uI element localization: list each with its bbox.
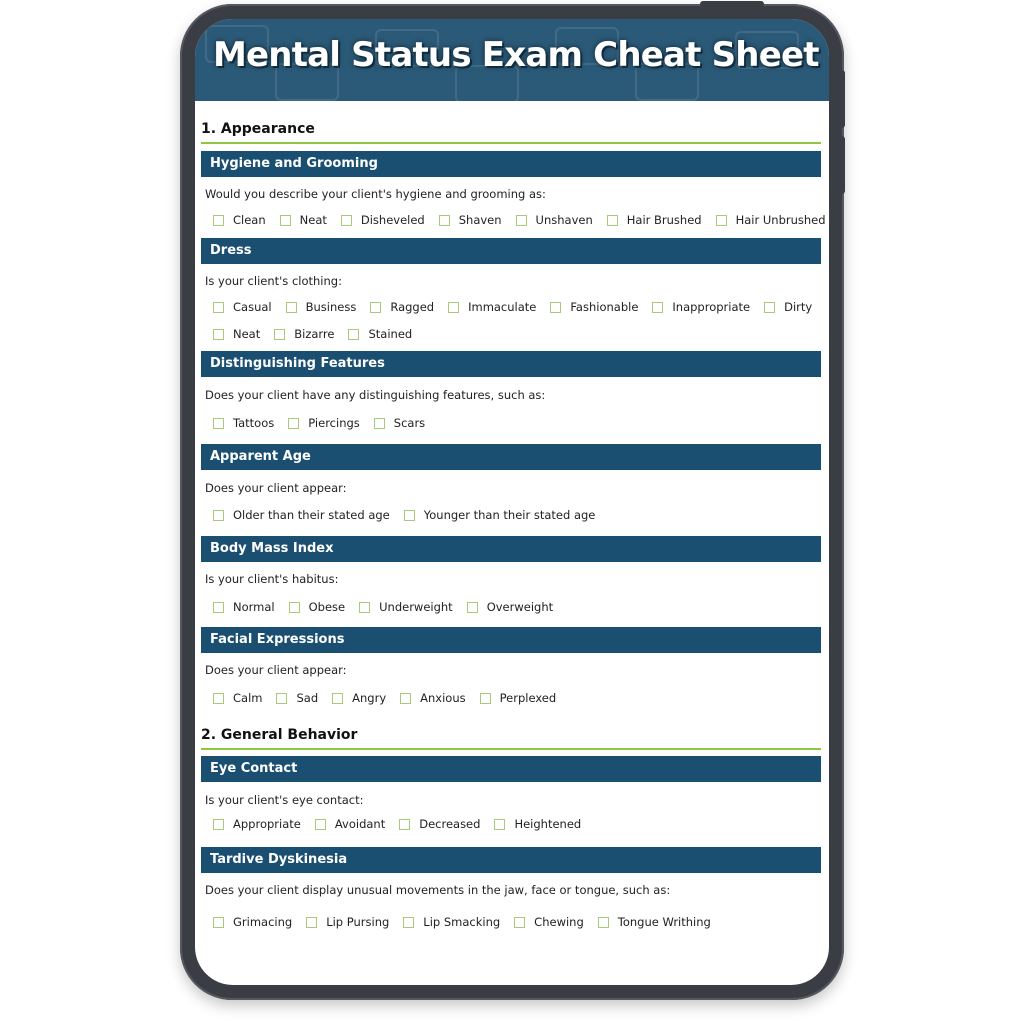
- tablet-volume-down-button: [839, 136, 845, 194]
- checkbox[interactable]: [403, 917, 414, 928]
- checkbox-option-perplexed[interactable]: [480, 691, 557, 705]
- checkbox-option-sad[interactable]: [276, 691, 318, 705]
- group-question: Does your client appear:: [205, 663, 347, 677]
- checkbox-label: Hair Unbrushed: [735, 213, 826, 227]
- checkbox-label: Tongue Writhing: [617, 915, 711, 929]
- checkbox-row: [213, 600, 567, 614]
- checkbox[interactable]: [213, 602, 224, 613]
- checkbox-row: [213, 416, 439, 430]
- checkbox-label: Grimacing: [233, 915, 293, 929]
- checkbox-label: Neat: [233, 327, 261, 341]
- checkbox-option-inappropriate[interactable]: [652, 300, 750, 314]
- page-title: Mental Status Exam Cheat Sheet: [213, 35, 819, 75]
- checkbox[interactable]: [280, 215, 291, 226]
- tablet-volume-up-button: [839, 70, 845, 128]
- checkbox[interactable]: [516, 215, 527, 226]
- checkbox-option-appropriate[interactable]: [213, 817, 301, 831]
- checkbox-label: Overweight: [486, 600, 554, 614]
- checkbox-label: Chewing: [534, 915, 584, 929]
- checkbox-option-unshaven[interactable]: [516, 213, 593, 227]
- checkbox-label: Casual: [233, 300, 272, 314]
- checkbox[interactable]: [213, 819, 224, 830]
- checkbox-label: Scars: [393, 416, 426, 430]
- group-header-facial-expressions: Facial Expressions: [201, 627, 821, 653]
- checkbox-option-normal[interactable]: [213, 600, 275, 614]
- checkbox[interactable]: [289, 602, 300, 613]
- checkbox-label: Underweight: [379, 600, 453, 614]
- checkbox-label: Inappropriate: [672, 300, 751, 314]
- checkbox-option-tattoos[interactable]: [213, 416, 274, 430]
- group-header-eye-contact: Eye Contact: [201, 756, 821, 782]
- checkbox[interactable]: [607, 215, 618, 226]
- checkbox-label: Business: [305, 300, 357, 314]
- group-question: Is your client's clothing:: [205, 274, 342, 288]
- checkbox[interactable]: [213, 418, 224, 429]
- checkbox[interactable]: [494, 819, 505, 830]
- checkbox[interactable]: [514, 917, 525, 928]
- checkbox-option-younger-than-their-stated-age[interactable]: [404, 508, 596, 522]
- checkbox-option-disheveled[interactable]: [341, 213, 425, 227]
- checkbox-option-ragged[interactable]: [370, 300, 434, 314]
- checkbox[interactable]: [315, 819, 326, 830]
- tablet-screen: [195, 19, 829, 985]
- checkbox[interactable]: [400, 693, 411, 704]
- checkbox-label: Sad: [296, 691, 319, 705]
- checkbox-option-anxious[interactable]: [400, 691, 465, 705]
- group-question: Does your client appear:: [205, 481, 347, 495]
- checkbox[interactable]: [213, 329, 224, 340]
- checkbox[interactable]: [467, 602, 478, 613]
- checkbox[interactable]: [274, 329, 285, 340]
- group-header-apparent-age: Apparent Age: [201, 444, 821, 470]
- checkbox-label: Avoidant: [334, 817, 386, 831]
- checkbox-label: Normal: [233, 600, 275, 614]
- checkbox-option-immaculate[interactable]: [448, 300, 536, 314]
- checkbox-row: [213, 691, 570, 705]
- checkbox[interactable]: [213, 917, 224, 928]
- checkbox-option-lip-smacking[interactable]: [403, 915, 500, 929]
- checkbox[interactable]: [716, 215, 727, 226]
- checkbox-option-older-than-their-stated-age[interactable]: [213, 508, 390, 522]
- checkbox-label: Older than their stated age: [233, 508, 390, 522]
- checkbox-option-bizarre[interactable]: [274, 327, 334, 341]
- checkbox[interactable]: [276, 693, 287, 704]
- checkbox-option-decreased[interactable]: [399, 817, 480, 831]
- checkbox-row: [213, 508, 609, 522]
- checkbox-row: [213, 915, 725, 929]
- checkbox[interactable]: [764, 302, 775, 313]
- checkbox-option-neat[interactable]: [280, 213, 327, 227]
- checkbox-label: Hair Brushed: [626, 213, 702, 227]
- checkbox-option-piercings[interactable]: [288, 416, 360, 430]
- group-question: Would you describe your client's hygiene and grooming as:: [205, 187, 546, 201]
- checkbox-option-clean[interactable]: [213, 213, 266, 227]
- checkbox-option-hair-unbrushed[interactable]: [716, 213, 826, 227]
- group-question: Does your client have any distinguishing features, such as:: [205, 388, 546, 402]
- checkbox-label: Angry: [352, 691, 387, 705]
- checkbox-option-shaven[interactable]: [439, 213, 502, 227]
- checkbox-row: [213, 300, 826, 314]
- group-question: Is your client's habitus:: [205, 572, 339, 586]
- checkbox[interactable]: [213, 302, 224, 313]
- checkbox[interactable]: [341, 215, 352, 226]
- checkbox[interactable]: [288, 418, 299, 429]
- checkbox[interactable]: [480, 693, 491, 704]
- checkbox-label: Calm: [233, 691, 263, 705]
- checkbox-label: Obese: [308, 600, 346, 614]
- checkbox-label: Appropriate: [233, 817, 301, 831]
- checkbox-option-neat[interactable]: [213, 327, 260, 341]
- checkbox-label: Clean: [233, 213, 266, 227]
- checkbox-label: Immaculate: [468, 300, 537, 314]
- checkbox[interactable]: [550, 302, 561, 313]
- checkbox-option-fashionable[interactable]: [550, 300, 638, 314]
- group-header-tardive-dyskinesia: Tardive Dyskinesia: [201, 847, 821, 873]
- checkbox[interactable]: [332, 693, 343, 704]
- checkbox[interactable]: [213, 510, 224, 521]
- checkbox-option-tongue-writhing[interactable]: [598, 915, 711, 929]
- checkbox-label: Decreased: [419, 817, 481, 831]
- checkbox[interactable]: [404, 510, 415, 521]
- checkbox-option-lip-pursing[interactable]: [306, 915, 389, 929]
- checkbox-option-avoidant[interactable]: [315, 817, 385, 831]
- checkbox-label: Stained: [368, 327, 413, 341]
- checkbox-option-overweight[interactable]: [467, 600, 553, 614]
- checkbox-option-dirty[interactable]: [764, 300, 812, 314]
- checkbox-label: Anxious: [420, 691, 466, 705]
- checkbox-label: Shaven: [458, 213, 502, 227]
- checklist-content: [195, 19, 829, 985]
- checkbox-label: Dirty: [784, 300, 813, 314]
- checkbox[interactable]: [399, 819, 410, 830]
- checkbox[interactable]: [213, 215, 224, 226]
- checkbox-label: Ragged: [390, 300, 435, 314]
- checkbox[interactable]: [439, 215, 450, 226]
- checkbox-row: [213, 817, 595, 831]
- checkbox-label: Heightened: [514, 817, 582, 831]
- checkbox-label: Lip Pursing: [326, 915, 390, 929]
- section-divider: [201, 142, 821, 144]
- checkbox-option-angry[interactable]: [332, 691, 386, 705]
- checkbox-option-stained[interactable]: [348, 327, 412, 341]
- checkbox[interactable]: [359, 602, 370, 613]
- checkbox-option-calm[interactable]: [213, 691, 262, 705]
- checkbox[interactable]: [370, 302, 381, 313]
- checkbox[interactable]: [306, 917, 317, 928]
- group-question: Is your client's eye contact:: [205, 793, 364, 807]
- checkbox[interactable]: [286, 302, 297, 313]
- tablet-power-button: [700, 1, 764, 7]
- checkbox-row: [213, 213, 829, 227]
- checkbox-option-obese[interactable]: [289, 600, 346, 614]
- checkbox[interactable]: [374, 418, 385, 429]
- checkbox-label: Fashionable: [570, 300, 639, 314]
- checkbox-option-heightened[interactable]: [494, 817, 581, 831]
- checkbox-row: [213, 327, 426, 341]
- group-header-body-mass-index: Body Mass Index: [201, 536, 821, 562]
- checkbox[interactable]: [213, 693, 224, 704]
- checkbox[interactable]: [448, 302, 459, 313]
- group-header-dress: Dress: [201, 238, 821, 264]
- checkbox-label: Piercings: [308, 416, 360, 430]
- section-heading-1-appearance: 1. Appearance: [201, 121, 315, 137]
- checkbox[interactable]: [598, 917, 609, 928]
- checkbox-label: Disheveled: [360, 213, 425, 227]
- checkbox-option-hair-brushed[interactable]: [607, 213, 702, 227]
- checkbox[interactable]: [348, 329, 359, 340]
- checkbox-option-casual[interactable]: [213, 300, 272, 314]
- checkbox-label: Tattoos: [233, 416, 275, 430]
- checkbox-label: Lip Smacking: [423, 915, 501, 929]
- group-question: Does your client display unusual movements in the jaw, face or tongue, such as:: [205, 883, 671, 897]
- checkbox-label: Younger than their stated age: [423, 508, 596, 522]
- checkbox-option-grimacing[interactable]: [213, 915, 292, 929]
- checkbox-label: Unshaven: [535, 213, 593, 227]
- checkbox-label: Perplexed: [499, 691, 557, 705]
- checkbox-label: Neat: [299, 213, 327, 227]
- checkbox-label: Bizarre: [294, 327, 335, 341]
- section-heading-2-general-behavior: 2. General Behavior: [201, 727, 358, 743]
- checkbox[interactable]: [652, 302, 663, 313]
- group-header-hygiene-and-grooming: Hygiene and Grooming: [201, 151, 821, 177]
- section-divider: [201, 748, 821, 750]
- checkbox-option-business[interactable]: [286, 300, 357, 314]
- checkbox-option-scars[interactable]: [374, 416, 425, 430]
- checkbox-option-underweight[interactable]: [359, 600, 453, 614]
- checkbox-option-chewing[interactable]: [514, 915, 584, 929]
- group-header-distinguishing-features: Distinguishing Features: [201, 351, 821, 377]
